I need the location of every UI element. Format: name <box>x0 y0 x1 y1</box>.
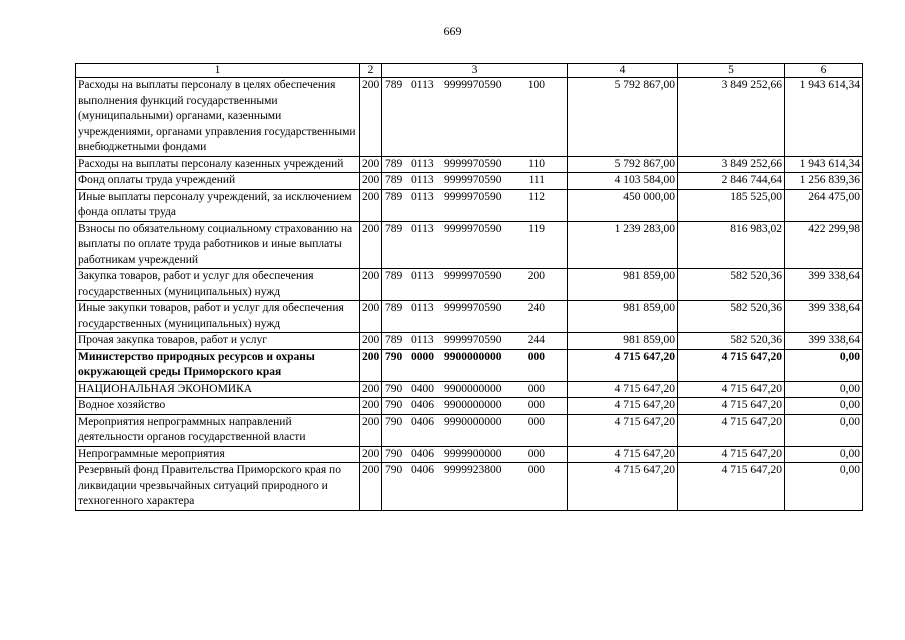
row-code-a: 200 <box>360 78 382 157</box>
row-value-4: 4 715 647,20 <box>568 349 678 381</box>
code-e: 000 <box>527 382 545 395</box>
row-name: Прочая закупка товаров, работ и услуг <box>76 333 360 350</box>
code-c: 0113 <box>411 157 434 170</box>
row-code <box>382 78 568 157</box>
row-name: Резервный фонд Правительства Приморского края по ликвидации чрезвычайных ситуаций природного и техногенного характера <box>76 463 360 511</box>
row-value-5: 4 715 647,20 <box>678 414 785 446</box>
code-b: 789 <box>385 270 403 282</box>
row-value-5: 4 715 647,20 <box>678 446 785 463</box>
row-code-a: 200 <box>360 446 382 463</box>
row-code-a: 200 <box>360 463 382 511</box>
table-row-ministry <box>76 349 863 381</box>
row-name: Фонд оплаты труда учреждений <box>76 173 360 190</box>
code-d: 9999970590 <box>444 222 502 235</box>
row-code-a: 200 <box>360 381 382 398</box>
code-e: 200 <box>527 270 545 282</box>
row-value-5: 2 846 744,64 <box>678 173 785 190</box>
row-value-4: 1 239 283,00 <box>568 221 678 269</box>
row-value-4: 981 859,00 <box>568 301 678 333</box>
code-b: 789 <box>385 79 403 91</box>
row-value-6: 0,00 <box>785 398 863 415</box>
row-value-5: 4 715 647,20 <box>678 463 785 511</box>
code-c: 0113 <box>411 79 434 91</box>
code-d: 9990000000 <box>444 415 502 428</box>
row-code-a: 200 <box>360 301 382 333</box>
code-e: 000 <box>527 447 545 460</box>
code-b: 790 <box>385 415 403 428</box>
table-row <box>76 446 863 463</box>
row-name: Иные выплаты персоналу учреждений, за исключением фонда оплаты труда <box>76 189 360 221</box>
row-code <box>382 349 568 381</box>
code-e: 000 <box>527 415 545 428</box>
code-d: 9999970590 <box>444 190 502 203</box>
row-value-5: 4 715 647,20 <box>678 381 785 398</box>
code-e: 100 <box>527 79 545 91</box>
row-value-4: 4 103 584,00 <box>568 173 678 190</box>
row-name: Непрограммные мероприятия <box>76 446 360 463</box>
code-c: 0000 <box>411 350 434 363</box>
row-code-a: 200 <box>360 398 382 415</box>
row-value-5: 582 520,36 <box>678 269 785 301</box>
code-b: 790 <box>385 447 403 460</box>
row-value-5: 3 849 252,66 <box>678 78 785 157</box>
table-row <box>76 463 863 511</box>
table-row <box>76 189 863 221</box>
code-b: 790 <box>385 464 403 476</box>
column-header: 2 <box>360 64 382 78</box>
column-header: 5 <box>678 64 785 78</box>
table-row <box>76 78 863 157</box>
row-value-6: 264 475,00 <box>785 189 863 221</box>
page-number: 669 <box>443 24 462 38</box>
code-d: 9900000000 <box>444 382 502 395</box>
code-b: 789 <box>385 334 403 346</box>
row-code-a: 200 <box>360 156 382 173</box>
row-value-4: 4 715 647,20 <box>568 381 678 398</box>
code-b: 789 <box>385 302 403 314</box>
row-value-6: 0,00 <box>785 381 863 398</box>
row-code <box>382 301 568 333</box>
row-value-5: 185 525,00 <box>678 189 785 221</box>
row-value-5: 582 520,36 <box>678 333 785 350</box>
row-code <box>382 269 568 301</box>
row-value-6: 0,00 <box>785 414 863 446</box>
row-name: Взносы по обязательному социальному страхованию на выплаты по оплате труда работников и иные выплаты работникам учреждений <box>76 221 360 269</box>
row-value-4: 5 792 867,00 <box>568 156 678 173</box>
column-header: 4 <box>568 64 678 78</box>
row-value-6: 0,00 <box>785 446 863 463</box>
row-value-4: 4 715 647,20 <box>568 398 678 415</box>
row-value-6: 1 943 614,34 <box>785 78 863 157</box>
code-b: 790 <box>385 350 403 363</box>
row-value-6: 1 943 614,34 <box>785 156 863 173</box>
row-code <box>382 189 568 221</box>
row-value-6: 399 338,64 <box>785 269 863 301</box>
row-name: Министерство природных ресурсов и охраны окружающей среды Приморского края <box>76 349 360 381</box>
row-code-a: 200 <box>360 349 382 381</box>
row-code <box>382 398 568 415</box>
code-e: 119 <box>528 222 545 235</box>
code-d: 9900000000 <box>444 399 502 411</box>
row-code <box>382 156 568 173</box>
code-c: 0113 <box>411 222 434 235</box>
row-value-4: 4 715 647,20 <box>568 414 678 446</box>
table-row <box>76 221 863 269</box>
budget-table <box>75 63 863 511</box>
table-body <box>76 78 863 511</box>
column-header: 6 <box>785 64 863 78</box>
table-row <box>76 414 863 446</box>
code-d: 9999970590 <box>444 79 502 91</box>
row-value-6: 0,00 <box>785 349 863 381</box>
row-value-5: 4 715 647,20 <box>678 398 785 415</box>
row-code <box>382 381 568 398</box>
code-e: 111 <box>528 174 545 186</box>
row-value-4: 981 859,00 <box>568 269 678 301</box>
row-value-6: 399 338,64 <box>785 333 863 350</box>
code-d: 9999970590 <box>444 302 502 314</box>
code-e: 244 <box>527 334 545 346</box>
table-row <box>76 173 863 190</box>
table-row <box>76 301 863 333</box>
column-header: 1 <box>76 64 360 78</box>
row-value-4: 4 715 647,20 <box>568 446 678 463</box>
row-name: Водное хозяйство <box>76 398 360 415</box>
code-b: 789 <box>385 174 403 186</box>
row-code <box>382 221 568 269</box>
row-code-a: 200 <box>360 269 382 301</box>
table-row <box>76 381 863 398</box>
row-code-a: 200 <box>360 173 382 190</box>
table-row <box>76 333 863 350</box>
column-header: 3 <box>382 64 568 78</box>
row-value-4: 4 715 647,20 <box>568 463 678 511</box>
row-name: НАЦИОНАЛЬНАЯ ЭКОНОМИКА <box>76 381 360 398</box>
code-c: 0113 <box>411 174 434 186</box>
row-value-5: 3 849 252,66 <box>678 156 785 173</box>
code-e: 110 <box>528 157 545 170</box>
row-value-6: 422 299,98 <box>785 221 863 269</box>
row-code <box>382 173 568 190</box>
row-value-4: 450 000,00 <box>568 189 678 221</box>
row-code-a: 200 <box>360 333 382 350</box>
code-c: 0113 <box>411 334 434 346</box>
row-name: Расходы на выплаты персоналу казенных учреждений <box>76 156 360 173</box>
code-b: 789 <box>385 190 403 203</box>
code-b: 790 <box>385 399 403 411</box>
row-value-6: 0,00 <box>785 463 863 511</box>
row-code-a: 200 <box>360 414 382 446</box>
code-c: 0406 <box>411 447 434 460</box>
code-e: 112 <box>528 190 545 203</box>
row-name: Закупка товаров, работ и услуг для обеспечения государственных (муниципальных) нужд <box>76 269 360 301</box>
code-c: 0113 <box>411 190 434 203</box>
code-d: 9999970590 <box>444 157 502 170</box>
code-e: 000 <box>527 464 545 476</box>
row-value-5: 816 983,02 <box>678 221 785 269</box>
row-value-5: 4 715 647,20 <box>678 349 785 381</box>
code-d: 9999970590 <box>444 270 502 282</box>
row-value-4: 5 792 867,00 <box>568 78 678 157</box>
code-c: 0113 <box>411 302 434 314</box>
code-d: 9900000000 <box>444 350 502 363</box>
code-b: 789 <box>385 157 403 170</box>
code-c: 0406 <box>411 464 434 476</box>
code-c: 0400 <box>411 382 434 395</box>
row-code <box>382 333 568 350</box>
code-d: 9999900000 <box>444 447 502 460</box>
code-c: 0406 <box>411 415 434 428</box>
row-name: Иные закупки товаров, работ и услуг для обеспечения государственных (муниципальных) нужд <box>76 301 360 333</box>
code-b: 790 <box>385 382 403 395</box>
code-c: 0113 <box>411 270 434 282</box>
row-value-5: 582 520,36 <box>678 301 785 333</box>
table-row <box>76 398 863 415</box>
code-d: 9999923800 <box>444 464 502 476</box>
table-header <box>76 64 863 78</box>
code-e: 000 <box>527 350 545 363</box>
row-code-a: 200 <box>360 221 382 269</box>
code-d: 9999970590 <box>444 174 502 186</box>
table-row <box>76 156 863 173</box>
row-value-6: 399 338,64 <box>785 301 863 333</box>
row-code <box>382 446 568 463</box>
row-code <box>382 463 568 511</box>
code-d: 9999970590 <box>444 334 502 346</box>
row-name: Расходы на выплаты персоналу в целях обеспечения выполнения функций государственными (муниципальными) органами, казенными учреждениями, органами управления государственными внебюджетными фондами <box>76 78 360 157</box>
row-name: Мероприятия непрограммных направлений деятельности органов государственной власти <box>76 414 360 446</box>
code-c: 0406 <box>411 399 434 411</box>
code-b: 789 <box>385 222 403 235</box>
row-value-4: 981 859,00 <box>568 333 678 350</box>
row-code-a: 200 <box>360 189 382 221</box>
code-e: 000 <box>527 399 545 411</box>
table-row <box>76 269 863 301</box>
row-code <box>382 414 568 446</box>
row-value-6: 1 256 839,36 <box>785 173 863 190</box>
code-e: 240 <box>527 302 545 314</box>
